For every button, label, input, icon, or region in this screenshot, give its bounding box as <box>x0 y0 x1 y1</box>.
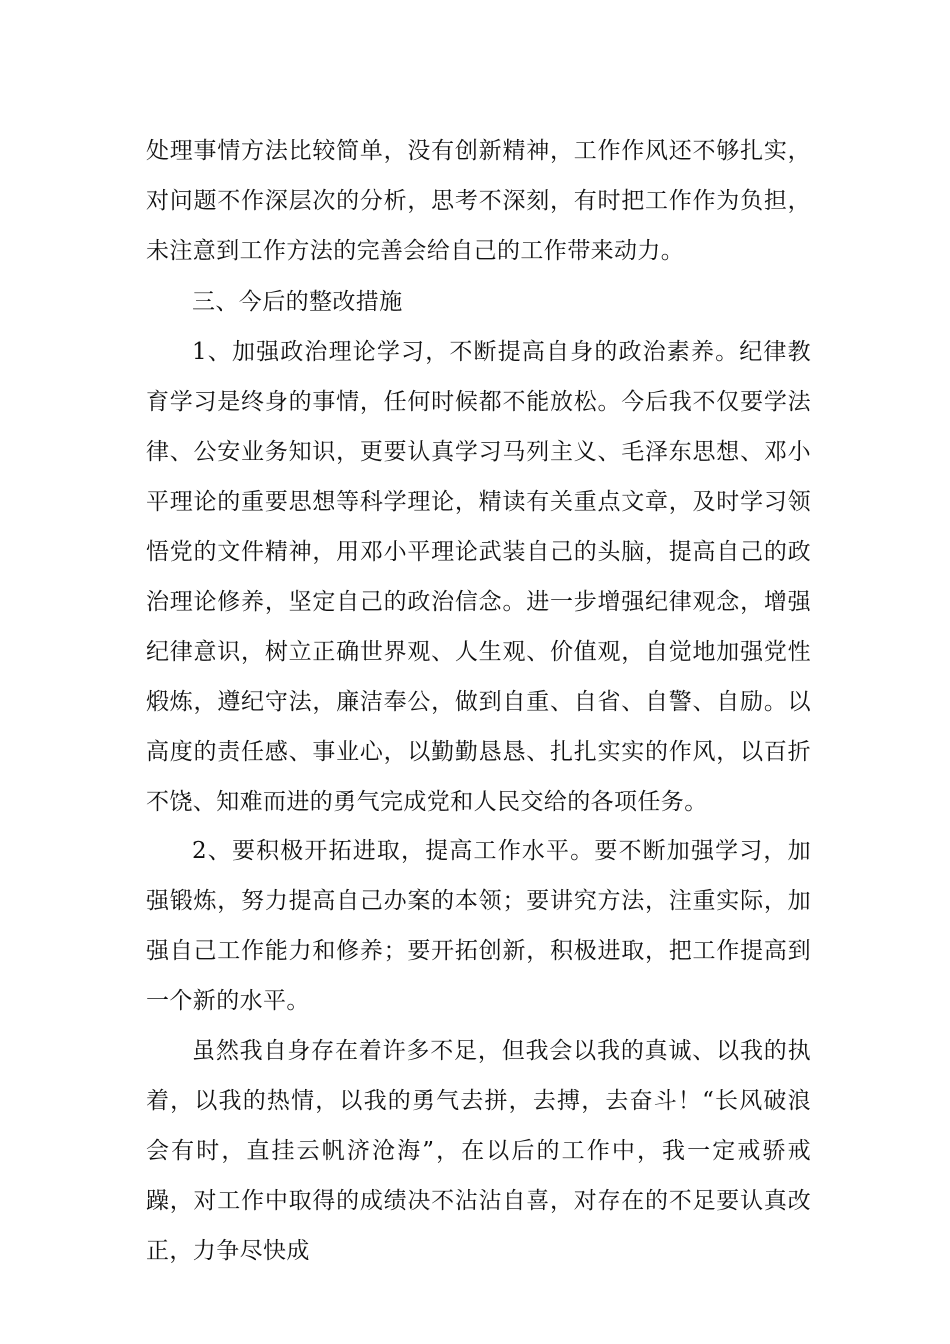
paragraph-measure-1: 1、加强政治理论学习，不断提高自身的政治素养。纪律教育学习是终身的事情，任何时候都不能放松。今后我不仅要学法律、公安业务知识，更要认真学习马列主义、毛泽东思想、邓小平理论的重要思想等科学理论，精读有关重点文章，及时学习领悟党的文件精神，用邓小平理论武装自己的头脑，提高自己的政治理论修养，坚定自己的政治信念。进一步增强纪律观念，增强纪律意识，树立正确世界观、人生观、价值观，自觉地加强党性煅炼，遵纪守法，廉洁奉公，做到自重、自省、自警、自励。以高度的责任感、事业心，以勤勤恳恳、扎扎实实的作风，以百折不饶、知难而进的勇气完成党和人民交给的各项任务。 <box>146 339 811 815</box>
section-heading-rectification: 三、今后的整改措施 <box>192 289 403 315</box>
paragraph-continuation: 处理事情方法比较简单，没有创新精神，工作作风还不够扎实，对问题不作深层次的分析，思考不深刻，有时把工作作为负担，未注意到工作方法的完善会给自己的工作带来动力。 <box>146 138 811 264</box>
paragraph-measure-2: 2、要积极开拓进取，提高工作水平。要不断加强学习，加强锻炼，努力提高自己办案的本领；要讲究方法，注重实际，加强自己工作能力和修养；要开拓创新，积极进取，把工作提高到一个新的水平。 <box>146 838 811 1014</box>
paragraph-closing: 虽然我自身存在着许多不足，但我会以我的真诚、以我的执着，以我的热情，以我的勇气去拼，去搏，去奋斗！“长风破浪会有时，直挂云帆济沧海”，在以后的工作中，我一定戒骄戒躁，对工作中取得的成绩决不沾沾自喜，对存在的不足要认真改正，力争尽快成 <box>146 1038 811 1264</box>
